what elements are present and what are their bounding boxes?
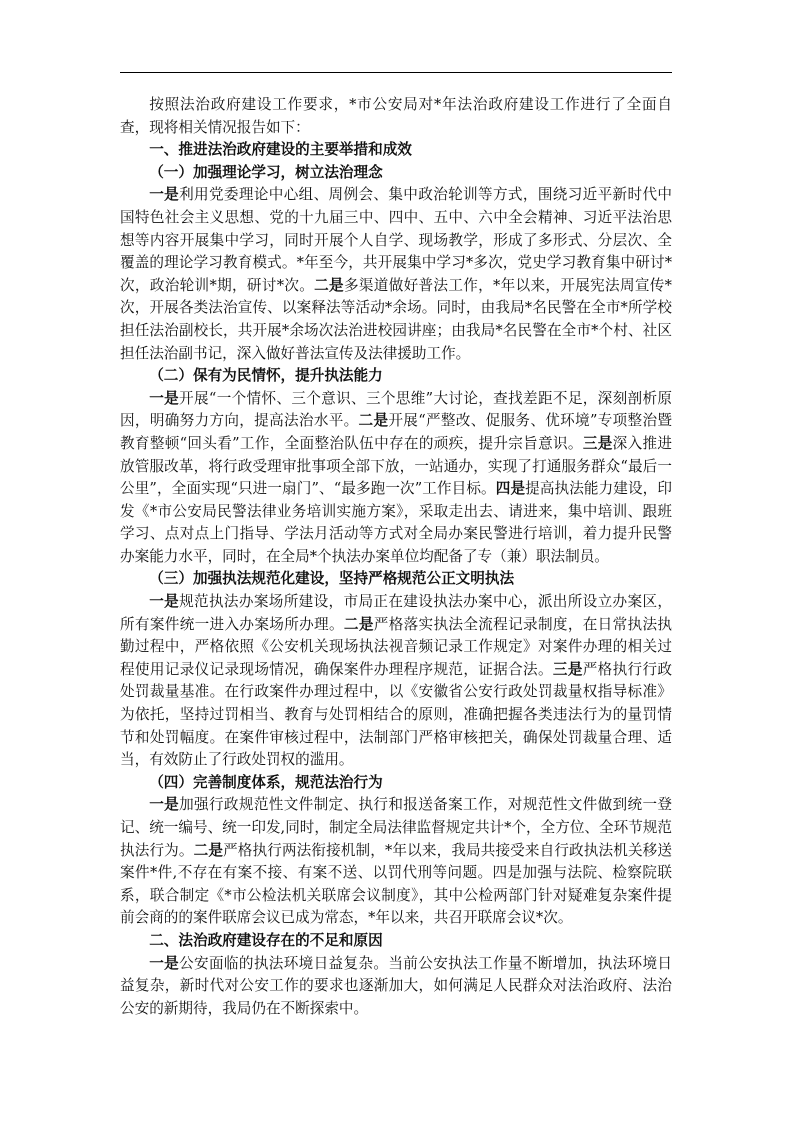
subsection-1-heading: （一）加强理论学习，树立法治理念 (149, 163, 383, 181)
lead-marker: 二是 (193, 841, 224, 859)
lead-marker: 一是 (149, 389, 180, 407)
paragraph-text: 公安面临的执法环境日益复杂。当前公安执法工作量不断增加，执法环境日益复杂，新时代对公安工作的要求也逐渐加大，如何满足人民群众对法治政府、法治公安的新期待，我局仍在不断探索中。 (120, 954, 672, 1017)
subsection-1-paragraph (120, 184, 672, 365)
lead-marker: 一是 (149, 593, 180, 611)
lead-marker: 一是 (149, 796, 180, 814)
paragraph-text: 加强行政规范性文件制定、执行和报送备案工作，对规范性文件做到统一登记、统一编号、统一印发,同时，制定全局法律监督规定共计*个，全方位、全环节规范执法行为。 (120, 796, 672, 859)
paragraph-text: 提高执法能力建设，印发《*市公安局民警法律业务培训实施方案》，采取走出去、请进来，集中培训、跟班学习、点对点上门指导、学法月活动等方式对全局办案民警进行培训，着力提升民警办案能力水平，同时，在全局*个执法办案单位均配备了专（兼）职法制员。 (120, 480, 672, 565)
lead-marker: 三是 (552, 660, 583, 678)
subsection-2-paragraph (120, 388, 672, 569)
paragraph-text: 严格执行行政处罚裁量基准。在行政案件办理过程中，以《安徽省公安行政处罚裁量权指导标准》为依托，坚持过罚相当、教育与处罚相结合的原则，准确把握各类违法行为的量罚情节和处罚幅度。在案件审核过程中，法制部门严格审核把关，确保处罚裁量合理、适当，有效防止了行政处罚权的滥用。 (120, 660, 672, 769)
lead-marker: 二是 (343, 615, 374, 633)
subsection-2-heading: （二）保有为民情怀，提升执法能力 (149, 367, 383, 385)
lead-marker: 一是 (149, 954, 180, 972)
paragraph-text: 利用党委理论中心组、周例会、集中政治轮训等方式，围绕习近平新时代中国特色社会主义思想、党的十九届三中、四中、五中、六中全会精神、习近平法治思想等内容开展集中学习，同时开展个人自学、现场教学，形成了多形式、分层次、全覆盖的理论学习教育模式。*年至今，共开展集中学习*多次，党史学习教育集中研讨*次，政治轮训*期，研讨*次。 (120, 186, 672, 294)
lead-marker: 二是 (358, 412, 389, 430)
intro-paragraph: 按照法治政府建设工作要求，*市公安局对*年法治政府建设工作进行了全面自查，现将相关情况报告如下： (120, 96, 672, 136)
subsection-4-heading: （四）完善制度体系，规范法治行为 (149, 773, 383, 791)
lead-marker: 四是 (495, 480, 526, 498)
lead-marker: 三是 (582, 434, 613, 452)
paragraph-text: 深入推进放管服改革，将行政受理审批事项全部下放，一站通办，实现了打通服务群众“最后一公里”，全面实现“只进一扇门”、“最多跑一次”工作目标。 (120, 434, 672, 498)
paragraph-text: 开展“严整改、促服务、优环境”专项整治暨教育整顿“回头看”工作，全面整治队伍中存在的顽疾，提升宗旨意识。 (120, 412, 672, 452)
paragraph-text: 多渠道做好普法工作，*年以来，开展宪法周宣传*次，开展各类法治宣传、以案释法等活动*余场。同时，由我局*名民警在全市*所学校担任法治副校长，共开展*余场次法治进校园讲座；由我局*名民警在全市*个村、社区担任法治副书记，深入做好普法宣传及法律援助工作。 (120, 276, 672, 362)
lead-marker: 二是 (314, 276, 344, 294)
lead-marker: 一是 (149, 186, 180, 204)
section-2-paragraph (120, 953, 672, 1021)
paragraph-text: 规范执法办案场所建设，市局正在建设执法办案中心，派出所设立办案区，所有案件统一进入办案场所办理。 (120, 593, 672, 633)
section-1-heading: 一、推进法治政府建设的主要举措和成效 (149, 141, 412, 159)
subsection-3-heading: （三）加强执法规范化建设，坚持严格规范公正文明执法 (149, 570, 515, 588)
document-body (120, 94, 672, 1020)
subsection-4-paragraph (120, 794, 672, 930)
paragraph-text: 开展“一个情怀、三个意识、三个思维”大讨论，查找差距不足，深刻剖析原因，明确努力方向，提高法治水平。 (120, 389, 672, 430)
section-2-heading: 二、法治政府建设存在的不足和原因 (149, 931, 383, 949)
header-rule (120, 72, 672, 73)
subsection-3-paragraph (120, 591, 672, 772)
paragraph-text: 严格落实执法全流程记录制度，在日常执法执勤过程中，严格依照《公安机关现场执法视音频记录工作规定》对案件办理的相关过程使用记录仪记录现场情况，确保案件办理程序规范，证据合法。 (120, 615, 672, 678)
paragraph-text: 严格执行两法衔接机制，*年以来，我局共接受来自行政执法机关移送案件*件,不存在有案不接、有案不送、以罚代刑等问题。四是加强与法院、检察院联系，联合制定《*市公检法机关联席会议制度》，其中公检两部门针对疑难复杂案件提前会商的的案件联席会议已成为常态，*年以来，共召开联席会议*次。 (120, 841, 672, 927)
